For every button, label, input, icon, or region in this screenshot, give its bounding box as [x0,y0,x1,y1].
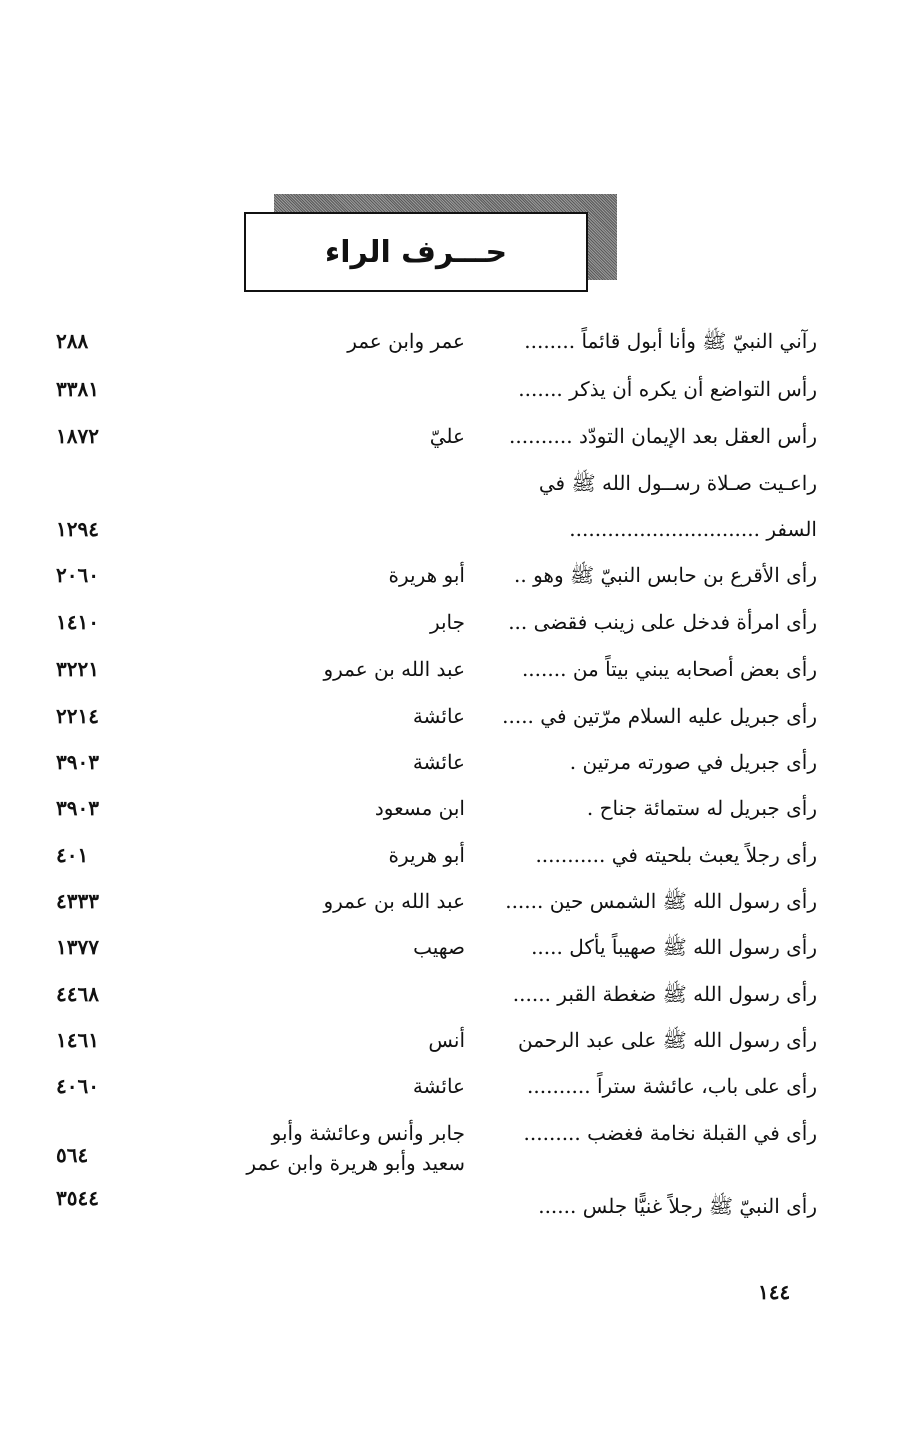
narrator: أبو هريرة [388,563,465,587]
narrator: صهيب [413,935,465,959]
reference-number: ٣٢٢١ [56,657,99,681]
narrator: عبد الله بن عمرو [323,657,465,681]
reference-number: ٤٠١ [56,843,89,867]
index-entry [0,924,897,972]
page-number: ١٤٤ [758,1280,791,1304]
hadith-text: رأى النبيّ ﷺ رجلاً غنيًّا جلس ...... [538,1194,817,1218]
hadith-text: رأى الأقرع بن حابس النبيّ ﷺ وهو .. [514,563,817,587]
narrator: عبد الله بن عمرو [323,889,465,913]
hadith-text: رآني النبيّ ﷺ وأنا أبول قائماً ........ [524,329,817,353]
narrator: ابن مسعود [374,796,465,820]
index-entry [0,318,897,366]
narrator: أنس [428,1028,465,1052]
reference-number: ١٣٧٧ [56,935,99,959]
reference-number: ١٤٦١ [56,1028,99,1052]
hadith-text: رأى جبريل له ستمائة جناح . [586,796,817,820]
index-entry [0,599,897,647]
index-entry [0,1110,897,1180]
reference-number: ٤٠٦٠ [56,1074,99,1098]
hadith-text: رأى رجلاً يعبث بلحيته في ........... [535,843,817,867]
reference-number: ٢٨٨ [56,329,89,353]
narrator: عائشة [412,1074,465,1098]
index-entry [0,506,897,554]
hadith-text: رأى رسول الله ﷺ الشمس حين ...... [505,889,817,913]
index-entry [0,460,897,508]
reference-number: ٥٦٤ [56,1143,89,1167]
index-entry [0,1063,897,1111]
section-heading-box [244,212,588,292]
reference-number: ١٢٩٤ [56,517,99,541]
index-entry [0,971,897,1019]
narrator: جابر [429,610,465,634]
reference-number: ١٤١٠ [56,610,99,634]
hadith-text: راعـيت صـلاة رســول الله ﷺ في [538,471,817,495]
reference-number: ٢٢١٤ [56,704,99,728]
index-entry [0,552,897,600]
hadith-text: رأى في القبلة نخامة فغضب ......... [523,1121,817,1145]
index-entry [0,1183,897,1231]
index-entry [0,366,897,414]
narrator: عائشة [412,750,465,774]
narrator: عمر وابن عمر [347,329,465,353]
narrator: عليّ [429,424,465,448]
index-entry [0,832,897,880]
hadith-text: رأى رسول الله ﷺ على عبد الرحمن [518,1028,817,1052]
index-entry [0,413,897,461]
index-entry [0,693,897,741]
hadith-text: السفر .............................. [569,517,817,541]
reference-number: ٢٠٦٠ [56,563,99,587]
reference-number: ١٨٧٢ [56,424,99,448]
narrator: جابر وأنس وعائشة وأبو سعيد وأبو هريرة وابن عمر [246,1121,465,1175]
index-entry [0,785,897,833]
hadith-text: رأى بعض أصحابه يبني بيتاً من ....... [521,657,817,681]
reference-number: ٣٣٨١ [56,377,99,401]
hadith-text: رأى جبريل في صورته مرتين . [569,750,817,774]
hadith-text: رأى امرأة فدخل على زينب فقضى ... [508,610,817,634]
index-entry [0,739,897,787]
hadith-text: رأى رسول الله ﷺ ضغطة القبر ...... [512,982,817,1006]
index-entry [0,646,897,694]
index-entry [0,878,897,926]
reference-number: ٤٣٣٣ [56,889,99,913]
index-entry [0,1017,897,1065]
hadith-text: رأس التواضع أن يكره أن يذكر ....... [518,377,817,401]
hadith-text: رأى على باب، عائشة ستراً .......... [527,1074,817,1098]
reference-number: ٣٥٤٤ [56,1186,99,1210]
hadith-text: رأى جبريل عليه السلام مرّتين في ..... [502,704,817,728]
narrator: أبو هريرة [388,843,465,867]
reference-number: ٤٤٦٨ [56,982,99,1006]
reference-number: ٣٩٠٣ [56,796,99,820]
hadith-text: رأى رسول الله ﷺ صهيباً يأكل ..... [531,935,817,959]
narrator: عائشة [412,704,465,728]
section-title: حـــرف الراء [324,234,508,270]
hadith-text: رأس العقل بعد الإيمان التودّد .......... [509,424,817,448]
reference-number: ٣٩٠٣ [56,750,99,774]
